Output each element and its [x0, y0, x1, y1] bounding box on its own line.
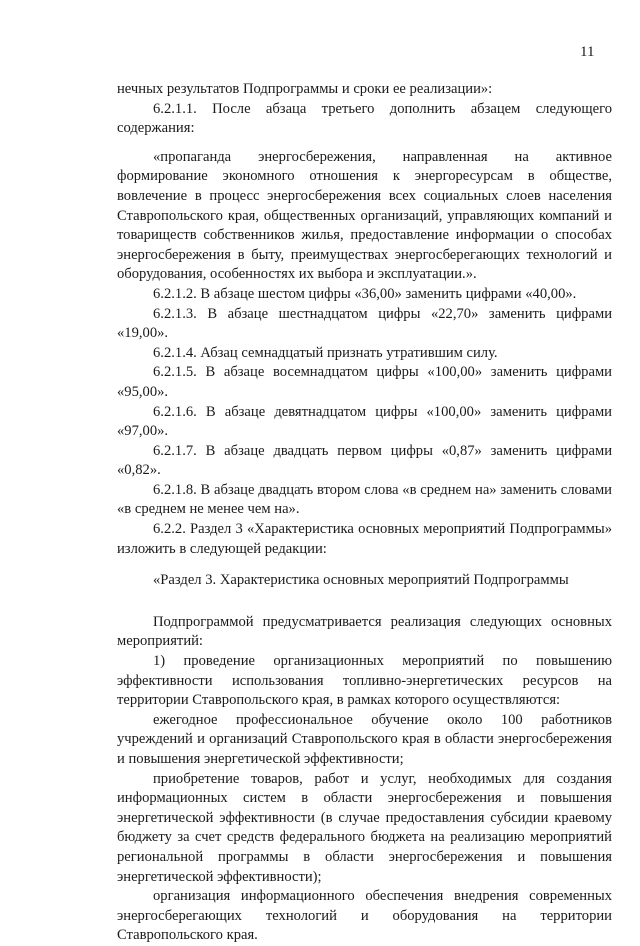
paragraph: 6.2.1.7. В абзаце двадцать первом цифры «0,87» заменить цифрами «0,82». [117, 442, 612, 479]
paragraph: нечных результатов Подпрограммы и сроки ее реализации»: [117, 81, 493, 97]
paragraph: 6.2.1.2. В абзаце шестом цифры «36,00» заменить цифрами «40,00». [153, 285, 577, 302]
section-paragraph: приобретение товаров, работ и услуг, необходимых для создания информационных систем в области энергосбережения и повышения энергетической эффективности (в случае предоставления субсидии краевому бюджету за счет средств федерального бюджета на реализацию мероприятий региональной программы в области энергосбережения и повышения энергетической эффективности); [117, 770, 612, 885]
paragraph: 6.2.1.6. В абзаце девятнадцатом цифры «100,00» заменить цифрами «97,00». [117, 403, 612, 440]
paragraph: 6.2.1.5. В абзаце восемнадцатом цифры «100,00» заменить цифрами «95,00». [117, 364, 612, 400]
section-paragraph: 1) проведение организационных мероприятий по повышению эффективности использования топливно-энергетических ресурсов на территории Ставропольского края, в рамках которого осуществляются: [117, 653, 612, 709]
paragraph: 6.2.2. Раздел 3 «Характеристика основных мероприятий Подпрограммы» изложить в следующей редакции: [117, 521, 612, 557]
paragraph: 6.2.1.8. В абзаце двадцать втором слова «в среднем на» заменить словами «в среднем не менее чем на». [117, 481, 612, 518]
document-body [117, 80, 612, 946]
paragraph: 6.2.1.4. Абзац семнадцатый признать утратившим силу. [153, 344, 498, 361]
section-paragraph: ежегодное профессиональное обучение около 100 работников учреждений и организаций Ставропольского края в области энергосбережения и повышения энергетической эффективности; [117, 711, 612, 767]
paragraph: 6.2.1.3. В абзаце шестнадцатом цифры «22,70» заменить цифрами «19,00». [117, 305, 612, 342]
page-number: 11 [580, 44, 595, 60]
paragraph: 6.2.1.1. После абзаца третьего дополнить абзацем следующего содержания: [117, 100, 612, 137]
section-paragraph: организация информационного обеспечения внедрения современных энергосберегающих технологий и оборудования на территории Ставропольского края. [117, 888, 612, 944]
section-paragraph: Подпрограммой предусматривается реализация следующих основных мероприятий: [117, 613, 612, 650]
quoted-paragraph: «пропаганда энергосбережения, направленная на активное формирование экономного отношения к энергоресурсам в обществе, вовлечение в процесс энергосбережения всех социальных слоев населения Ставропольского края, общественных организаций, управляющих компаний и товариществ собственников жилья, предоставление информации о способах энергосбережения в быту, преимуществах энергосберегающих технологий и оборудования, особенностях их выбора и эксплуатации.». [117, 148, 612, 283]
section-title: «Раздел 3. Характеристика основных мероприятий Подпрограммы [153, 572, 569, 589]
